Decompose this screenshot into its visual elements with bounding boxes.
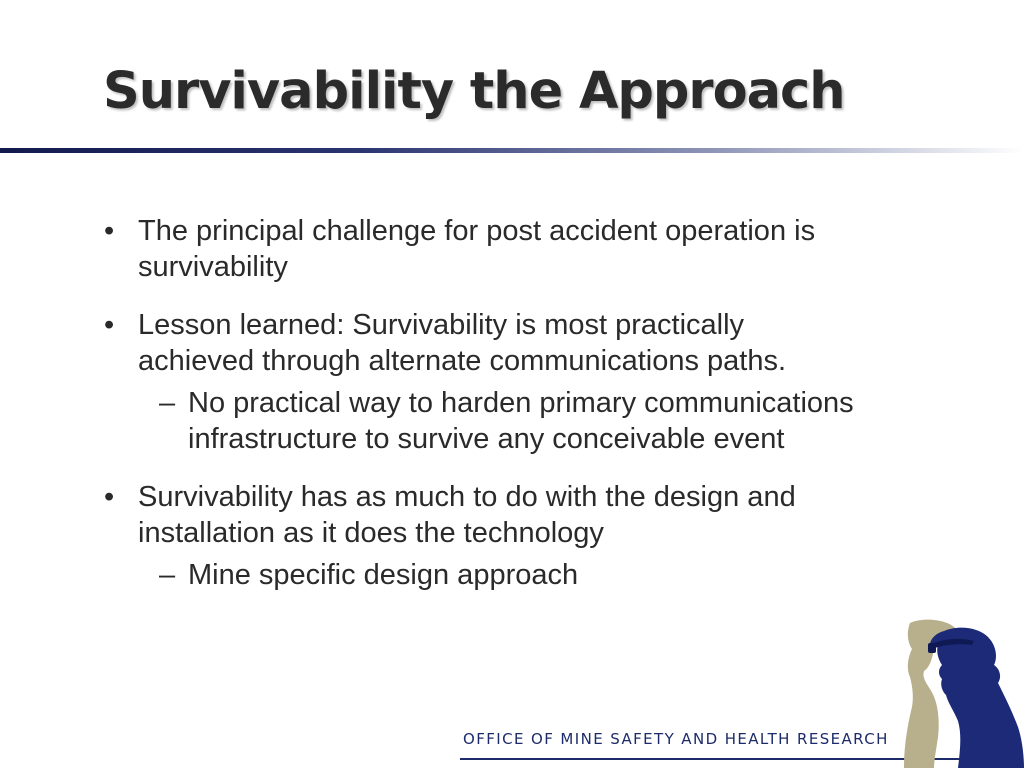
sub-bullet-marker: – [159, 387, 176, 419]
bullet-item-1 [98, 213, 988, 285]
bullet-line: installation as it does the technology [138, 517, 604, 549]
sub-bullet-line: Mine specific design approach [188, 559, 579, 591]
title-divider [0, 148, 1024, 153]
sub-bullet-line: No practical way to harden primary communications [188, 387, 854, 419]
bullet-marker: • [104, 309, 115, 341]
sub-bullet-marker: – [159, 559, 176, 591]
bullet-line: survivability [138, 251, 288, 283]
sub-bullet-list [138, 557, 988, 593]
bullet-line: achieved through alternate communications paths. [138, 345, 787, 377]
bullet-line: Survivability has as much to do with the design and [138, 481, 796, 513]
miner-silhouette-logo-icon [900, 615, 1024, 768]
sub-bullet-item [143, 385, 988, 457]
sub-bullet-list [138, 385, 988, 457]
footer-organization: OFFICE OF MINE SAFETY AND HEALTH RESEARCH [463, 730, 889, 748]
sub-bullet-item [143, 557, 988, 593]
sub-bullet-line: infrastructure to survive any conceivable event [188, 423, 785, 455]
slide-title: Survivability the Approach [103, 62, 845, 121]
bullet-item-3 [98, 479, 988, 593]
bullet-marker: • [104, 215, 115, 247]
bullet-line: The principal challenge for post accident operation is [138, 215, 816, 247]
bullet-marker: • [104, 481, 115, 513]
bullet-line: Lesson learned: Survivability is most practically [138, 309, 745, 341]
bullet-list [98, 213, 988, 615]
bullet-item-2 [98, 307, 988, 457]
